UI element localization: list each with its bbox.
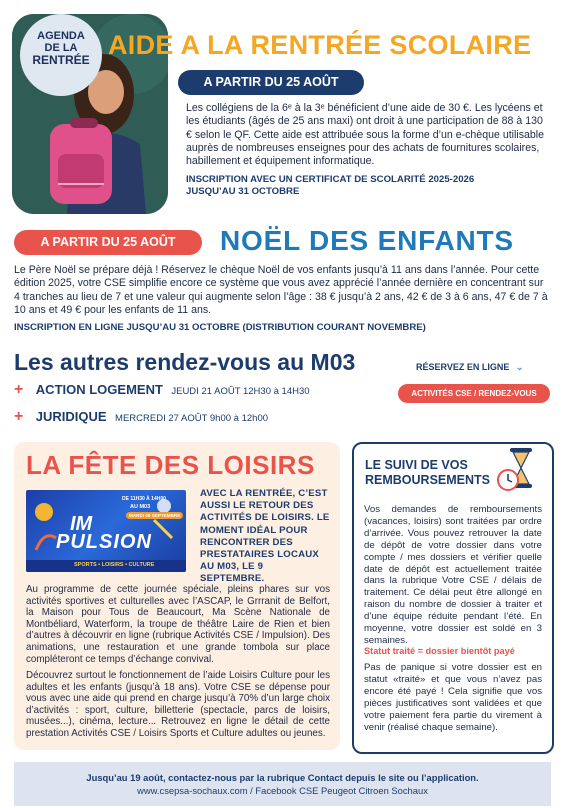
footer-link[interactable]: www.csepsa-sochaux.com / Facebook CSE Peugeot Citroen Sochaux <box>137 785 428 796</box>
noel-title: NOËL DES ENFANTS <box>220 225 514 256</box>
poster-tagline: SPORTS • LOISIRS • CULTURE <box>74 562 155 568</box>
rdv-item-date: JEUDI 21 AOÛT 12H30 à 14H30 <box>171 386 310 397</box>
activites-partenaires-button[interactable]: ACTIVITÉS CSE / RENDEZ-VOUS PARTENAIRES <box>398 384 550 403</box>
rentree-note-line-1: INSCRIPTION AVEC UN CERTIFICAT DE SCOLARITÉ 2025-2026 <box>186 174 475 185</box>
rdv-title: Les autres rendez-vous au M03 <box>14 349 356 375</box>
poster-time: DE 11H30 À 14H00 <box>122 496 166 502</box>
suivi-para-1: Vos demandes de remboursements (vacances, loisirs) sont traitées par ordre d’arrivée. Vous pouvez retrouver la date de dépôt de votre dossier dans votre compte / mes dossiers et vérifier quelle date de dépôt est actuellement traitée dans la rubrique Votre CSE / délais de traitement. Ce délai peut être allongé en raison du nombre de dossier à traiter et d’une équipe réduite pendant l’été. En moyenne, votre dossier est soldé en 3 semaines. <box>364 504 542 646</box>
suivi-statut: Statut traité = dossier bientôt payé <box>364 646 515 656</box>
noel-date-pill: A PARTIR DU 25 AOÛT <box>14 230 202 255</box>
agenda-badge <box>20 14 102 96</box>
rentree-note <box>186 174 546 198</box>
fete-para-2: Découvrez surtout le fonctionnement de l’aide Loisirs Culture pour les adultes et les enfants (jusqu’à 18 ans). Votre CSE se dépense pour vous avec une aide qui prend en charge jusqu’à 70% d’un large choix d’activités : sport, culture, billetterie (spectacle, parcs de loisirs, musées...), cinéma, lecture... Retrouvez en ligne le détail de cette prestation Activités CSE / Loisirs Sports et Culture adultes ou jeunes. <box>26 670 330 739</box>
rdv-item <box>14 408 268 426</box>
reserve-en-ligne[interactable] <box>416 362 523 373</box>
poster-place: AU M03 <box>130 504 151 510</box>
plus-icon: + <box>14 381 24 398</box>
agenda-line-3: RENTRÉE <box>32 53 90 67</box>
poster-word-im: IM <box>70 513 93 535</box>
hourglass-clock-icon <box>496 446 542 494</box>
fete-side-text: AVEC LA RENTRÉE, C’EST AUSSI LE RETOUR DES ACTIVITÉS DE LOISIRS. LE MOMENT IDÉAL POUR RENCONTRER DES PRESTATAIRES LOCAUX AU M03, LE 9 SEPTEMBRE. <box>200 488 330 585</box>
rentree-date-pill: A PARTIR DU 25 AOÛT <box>178 70 364 95</box>
suivi-title-line-2: REMBOURSEMENTS <box>365 473 491 487</box>
rentree-body: Les collégiens de la 6ᵉ à la 3ᵉ bénéficient d’une aide de 30 €. Les lycéens et les étudiants (âgés de 25 ans maxi) ont droit à une participation de 88 à 130 € selon le QF. Cette aide est attribuée sous la forme d’un e-chèque utilisable auprès de nombreuses enseignes pour des achats de fournitures scolaires, habillement et équipement informatique. <box>186 102 545 168</box>
rdv-item-label: ACTION LOGEMENT <box>35 382 163 397</box>
rdv-item-label: JURIDIQUE <box>35 409 107 424</box>
reserve-label: RÉSERVEZ EN LIGNE <box>416 362 510 372</box>
suivi-title-line-1: LE SUIVI DE VOS <box>365 458 468 472</box>
fete-para-1: Au programme de cette journée spéciale, pleins phares sur vos activités sportives et culturelles avec l’ASCAP, le Grrranit de Belfort, la Maison pour Tous de Beaucourt, Ma Scène Nationale de Montbéliard, Waterform, la troupe de théâtre Laire de Rien et bien d’autres à découvrir en ligne (rubrique Activités CSE / Impulsion). Des animations, une restauration et une grande tombola sur place compléteront ce temps d’échange convival. <box>26 584 330 665</box>
poster-word-pulsion: PULSION <box>56 531 152 553</box>
suivi-para-2: Pas de panique si votre dossier est en statut «traité» et que vous n’avez pas encore été payé ! Cela signifie que vos pièces justificatives sont validées et que votre paiement fera partie du virement à venir (réalisé chaque semaine). <box>364 662 542 733</box>
rdv-item-date: MERCREDI 27 AOÛT 9h00 à 12h00 <box>115 413 269 424</box>
footer-line-1: Jusqu’au 19 août, contactez-nous par la rubrique Contact depuis le site ou l’application. <box>86 772 479 783</box>
footer-text <box>14 771 551 797</box>
agenda-line-2: DE LA <box>44 42 78 54</box>
rdv-item <box>14 381 310 399</box>
rentree-note-line-2: JUSQU’AU 31 OCTOBRE <box>186 186 300 197</box>
noel-body: Le Père Noël se prépare déjà ! Réservez le chèque Noël de vos enfants jusqu’à 11 ans dans l’année. Pour cette édition 2025, votre CSE simplifie encore ce système que vous avez apprécié l’année dernière en concentrant sur 4 tranches au lieu de 7 et une valeur qui augmente selon l’âge : 38 € jusqu’à 2 ans, 42 € de 3 à 6 ans, 47 € de 7 à 10 ans et 49 € pour les enfants de 11 ans. <box>14 264 548 316</box>
agenda-line-1: AGENDA <box>37 30 85 42</box>
poster-date-badge: MARDI 09 SEPTEMBRE <box>126 512 183 519</box>
suivi-title <box>365 458 490 488</box>
noel-note: INSCRIPTION EN LIGNE JUSQU’AU 31 OCTOBRE (DISTRIBUTION COURANT NOVEMBRE) <box>14 322 426 333</box>
chevron-down-icon: ⌄ <box>515 362 524 372</box>
plus-icon: + <box>14 408 24 425</box>
impulsion-poster <box>26 490 186 572</box>
rentree-title: AIDE A LA RENTRÉE SCOLAIRE <box>108 30 532 60</box>
fete-title: LA FÊTE DES LOISIRS <box>26 450 315 480</box>
